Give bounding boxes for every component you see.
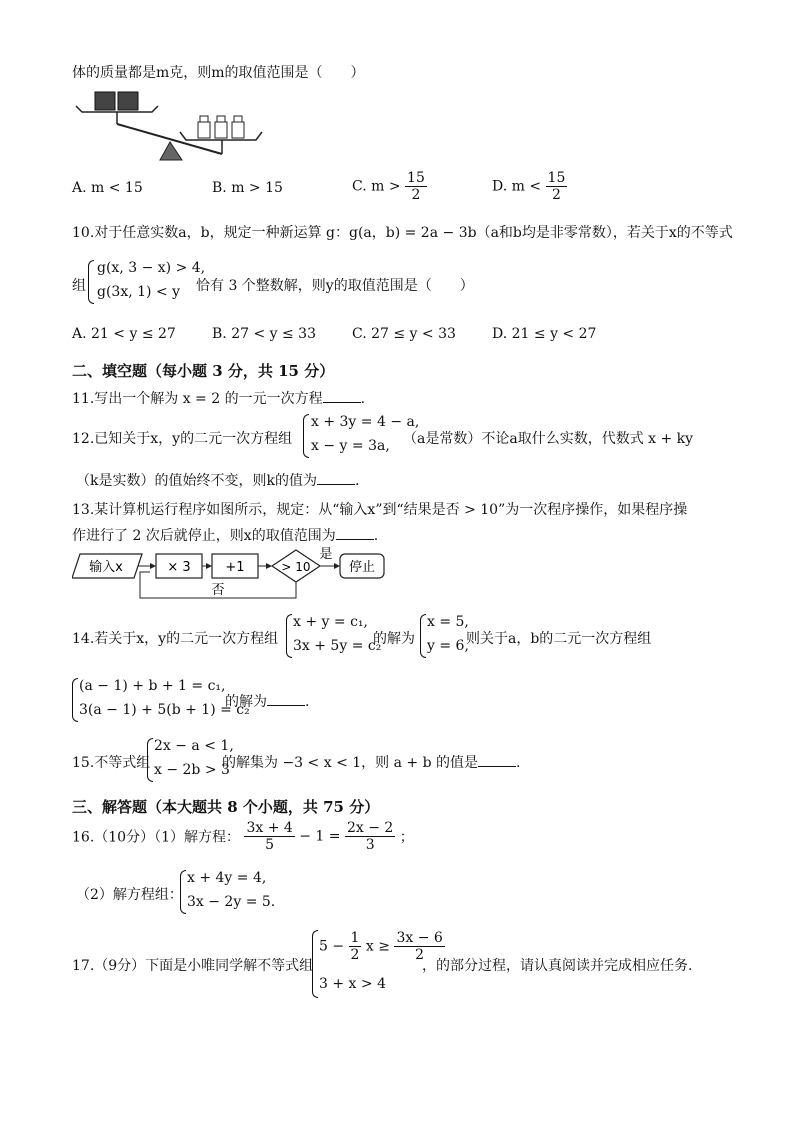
q10-option-c: C. 27 ≤ y < 33	[352, 326, 456, 342]
q10-option-d: D. 21 ≤ y < 27	[492, 326, 597, 342]
q12-eq2: x − y = 3a,	[311, 438, 390, 454]
q16-part2-prefix: （2）解方程组：	[76, 887, 183, 903]
q12-prefix: 12.已知关于x，y的二元一次方程组	[72, 431, 293, 447]
q14-eq4: 3(a − 1) + 5(b + 1) = c₂	[79, 702, 250, 718]
q9-option-c: C. m > $\frac{15}{2}$	[352, 170, 425, 204]
q13-blank[interactable]	[336, 527, 374, 540]
q10-prefix: 组	[72, 278, 86, 294]
q12-blank[interactable]	[317, 472, 355, 485]
flow-yes-label: 是	[319, 547, 333, 562]
q10-eq2: g(3x, 1) < y	[97, 284, 181, 300]
q16-eq2: 3x − 2y = 5.	[187, 894, 276, 910]
q17-eq2: 3 + x > 4	[319, 976, 386, 992]
flow-multiply-label: × 3	[167, 560, 191, 575]
q15-eq2: x − 2b > 3	[154, 762, 230, 778]
q14-sol1: x = 5,	[427, 614, 469, 630]
q15-blank[interactable]	[478, 754, 516, 767]
q15-suffix: 的解集为 −3 < x < 1，则 a + b 的值是 .	[222, 755, 521, 771]
q17-brace	[312, 930, 318, 998]
flow-condition-label: > 10	[281, 560, 311, 574]
q9-option-b: B. m > 15	[212, 180, 283, 196]
q12-suffix: （a是常数）不论a取什么实数，代数式 x + ky	[403, 431, 694, 447]
q14-sol2: y = 6,	[427, 638, 469, 654]
q14-prefix: 14.若关于x，y的二元一次方程组	[72, 631, 279, 647]
section-2-title: 二、填空题（每小题 3 分，共 15 分）	[72, 362, 335, 380]
q14-mid: 的解为	[373, 631, 415, 647]
q12-brace	[303, 414, 309, 458]
q14-brace-2	[420, 614, 426, 658]
q14-blank[interactable]	[267, 693, 305, 706]
q10-eq1: g(x, 3 − x) > 4,	[97, 260, 206, 276]
flow-input-label: 输入x	[89, 560, 123, 575]
q10-brace	[88, 260, 94, 304]
q16-eq1: x + 4y = 4,	[187, 870, 267, 886]
section-3-title: 三、解答题（本大题共 8 个小题，共 75 分）	[72, 798, 380, 816]
q14-eq1: x + y = c₁,	[293, 614, 368, 630]
q12-eq1: x + 3y = 4 − a,	[311, 414, 420, 430]
q14-brace-1	[286, 614, 292, 658]
q16-part1: 16.（10分）（1）解方程： $\frac{3x + 4}{5}$ − 1 = $\frac{2x - 2}{3}$ ；	[72, 820, 414, 854]
q10-line1: 10.对于任意实数a，b，规定一种新运算 g：g(a，b) = 2a − 3b（a和b均是非零常数），若关于x的不等式	[72, 225, 733, 241]
q16-brace	[180, 870, 186, 914]
q10-option-a: A. 21 < y ≤ 27	[72, 326, 176, 342]
flow-no-label: 否	[211, 583, 225, 598]
q17-prefix: 17.（9分）下面是小唯同学解不等式组	[72, 958, 314, 974]
flow-stop-label: 停止	[348, 560, 376, 575]
program-flowchart	[72, 546, 402, 604]
balance-scale-figure	[72, 84, 272, 164]
q11-blank[interactable]	[323, 390, 361, 403]
q14-brace-3	[72, 678, 78, 722]
q9-option-a: A. m < 15	[72, 180, 143, 196]
q17-suffix: ，的部分过程，请认真阅读并完成相应任务.	[422, 958, 693, 974]
q9-option-d: D. m < $\frac{15}{2}$	[492, 170, 566, 204]
q9-stem: 体的质量都是m克，则m的取值范围是（ ）	[72, 65, 365, 81]
q10-suffix: 恰有 3 个整数解，则y的取值范围是（ ）	[196, 278, 474, 294]
q15-eq1: 2x − a < 1,	[154, 738, 234, 754]
q13-line2: 作进行了 2 次后就停止，则x的取值范围为 .	[72, 528, 379, 544]
q17-eq1: 5 − $\frac{1}{2}$ x ≥ $\frac{3x - 6}{2}$	[319, 930, 443, 964]
q14-eq2: 3x + 5y = c₂	[293, 638, 382, 654]
q14-suffix: 则关于a，b的二元一次方程组	[466, 631, 652, 647]
q12-line2: （k是实数）的值始终不变，则k的值为 .	[76, 473, 360, 489]
q15-brace	[147, 738, 153, 782]
q15-prefix: 15.不等式组	[72, 755, 151, 771]
q11-text: 11.写出一个解为 x = 2 的一元一次方程 .	[72, 391, 366, 407]
q10-option-b: B. 27 < y ≤ 33	[212, 326, 316, 342]
flow-add-label: +1	[225, 560, 245, 575]
q14-eq3: (a − 1) + b + 1 = c₁,	[79, 678, 226, 694]
q13-line1: 13.某计算机运行程序如图所示，规定：从“输入x”到“结果是否 > 10”为一次程序操作，如果程序操	[72, 502, 688, 518]
q14-tail: 的解为 .	[225, 694, 310, 710]
